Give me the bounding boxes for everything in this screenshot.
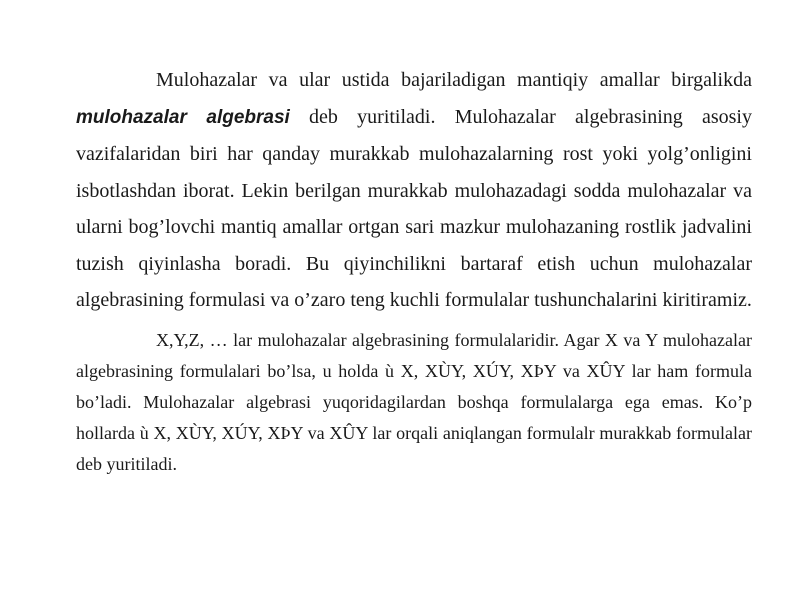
- paragraph-formulas: X,Y,Z, … lar mulohazalar algebrasining formulalaridir. Agar X va Y mulohazalar algebrasining formulalari bo’lsa, u holda ù X, XÙY, XÚY, XÞY va XÛY lar ham formula bo’ladi. Mulohazalar algebrasi yuqoridagilardan boshqa formulalarga ega emas. Ko’p hollarda ù X, XÙY, XÚY, XÞY va XÛY lar orqali aniqlangan formulalr murakkab formulalar deb yuritiladi.: [76, 329, 752, 474]
- paragraph-intro-text-before: Mulohazalar va ular ustida bajariladigan mantiqiy amallar birgalikda: [156, 69, 752, 91]
- paragraph-intro: [76, 62, 752, 319]
- emphasized-term: mulohazalar algebrasi: [76, 106, 290, 128]
- document-page: [76, 62, 752, 480]
- paragraph-intro-text-after: deb yuritiladi. Mulohazalar algebrasining asosiy vazifalaridan biri har qanday murakkab mulohazalarning rost yoki yolg’onligini isbotlashdan iborat. Lekin berilgan murakkab mulohazadagi sodda mulohazalar va ularni bog’lovchi mantiq amallar ortgan sari mazkur mulohazaning rostlik jadvalini tuzish qiyinlasha boradi. Bu qiyinchilikni bartaraf etish uchun mulohazalar algebrasining formulasi va o’zaro teng kuchli formulalar tushunchalarini kiritiramiz.: [76, 105, 752, 311]
